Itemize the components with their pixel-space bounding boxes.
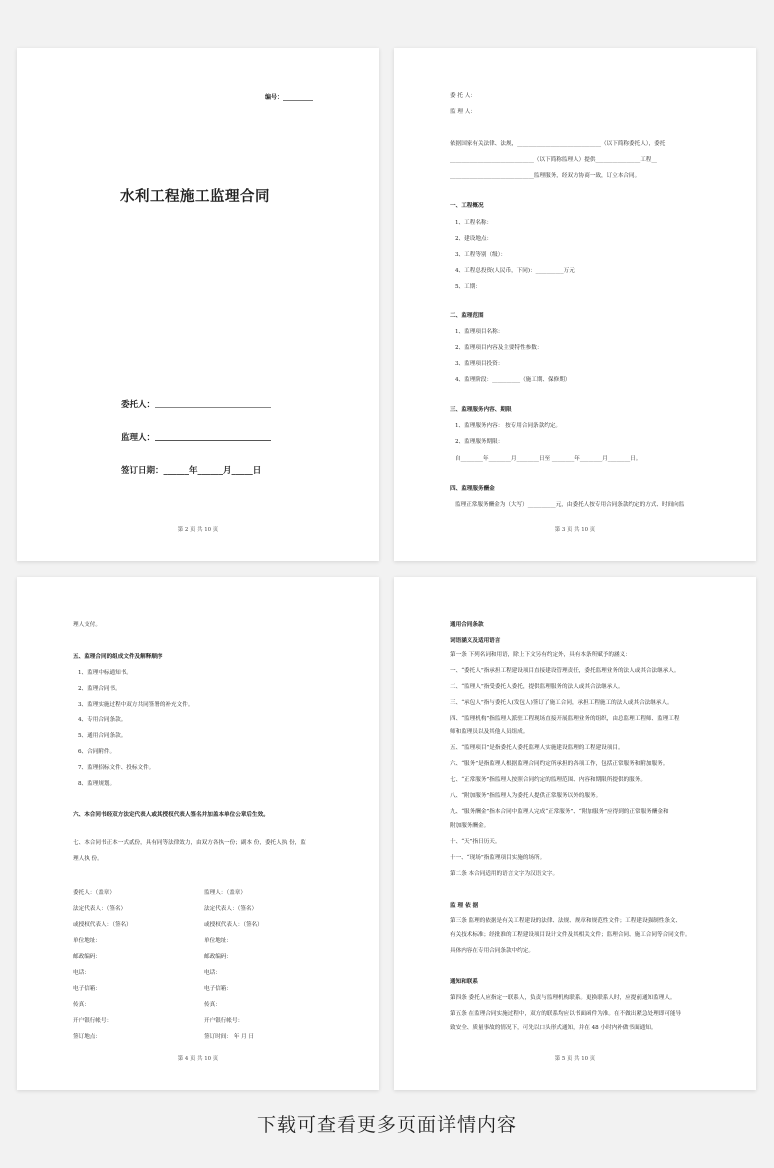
- text-line: 第三条 监理的依据是有关工程建设的法律、法规、规章和规范性文件；工程建设强制性条文、: [450, 918, 682, 924]
- download-more-caption[interactable]: 下载可查看更多页面详情内容: [256, 1114, 517, 1136]
- text-line: 5、通用合同条款。: [78, 733, 127, 739]
- text-line: 词语涵义及适用语言: [450, 638, 501, 644]
- text-line: 1、工程名称：: [455, 220, 493, 226]
- text-line: 2、建设地点：: [455, 236, 493, 242]
- text-line: 三、监理服务内容、期限: [450, 407, 512, 413]
- text-line: 七、本合同书正本一式贰份，具有同等法律效力，由双方各执一份；副本 份，委托人执 份，监: [73, 840, 306, 846]
- text-line: 依据国家有关法律、法规，______________________________（以下简称委托人），委托: [450, 141, 666, 147]
- text-line: 具体内容在专用合同条款中约定。: [450, 948, 534, 954]
- text-line: 2、监理项目内容及主要特性参数：: [455, 345, 543, 351]
- text-line: 五、“监理项目”是指委托人委托监理人实施建设监理的工程建设项目。: [450, 745, 624, 751]
- text-line: 委托人：（盖章）: [73, 890, 115, 896]
- text-line: 监理正常服务酬金为（大写）__________元，由委托人按专用合同条款约定的方式、时间向监: [455, 502, 685, 508]
- text-line: 或授权代表人：（签名）: [204, 922, 263, 928]
- text-line: 法定代表人：（签名）: [73, 906, 127, 912]
- text-line: 三、“承包人”指与委托人(发包人)签订了施工合同，承担工程施工的法人或其合法继承人。: [450, 700, 673, 706]
- sign-date: 签订日期：______年______月_____日: [121, 466, 262, 476]
- text-line: 第一条 下列名词和用语，除上下文另有约定外，具有本条所赋予的涵义：: [450, 652, 631, 658]
- text-line: 通知和联系: [450, 979, 478, 985]
- text-line: 致安全、质量事故的情况下，可先以口头形式通知，并在 48 小时内补做书面通知。: [450, 1025, 657, 1031]
- text-line: 4、专用合同条款。: [78, 717, 127, 723]
- text-line: 一、工程概况: [450, 203, 484, 209]
- text-line: 六、本合同书经双方法定代表人或其授权代表人签名并加盖本单位公章后生效。: [73, 812, 269, 818]
- text-line: 电子信箱：: [73, 986, 101, 992]
- text-line: 开户银行帐号：: [73, 1018, 113, 1024]
- text-line: 第四条 委托人应指定一联系人，负责与监理机构联系。更换联系人时，应提前通知监理人。: [450, 995, 676, 1001]
- text-line: 二、监理范围: [450, 313, 484, 319]
- text-line: 签订地点：: [73, 1034, 101, 1040]
- text-line: 自________年________月________日至 ________年________月________日。: [455, 456, 642, 462]
- text-line: 邮政编码：: [204, 954, 232, 960]
- text-line: 开户银行帐号：: [204, 1018, 244, 1024]
- text-line: 一、“委托人”指承担工程建设项目直接建设管理责任，委托监理业务的法人或其合法继承人。: [450, 668, 680, 674]
- text-line: 委 托 人：: [450, 93, 476, 99]
- text-line: 1、监理服务内容： 按专用合同条款约定。: [455, 423, 562, 429]
- text-line: 十一、“现场”指监理项目实施的场所。: [450, 855, 546, 861]
- document-page-cover: [17, 48, 379, 561]
- text-line: 电子信箱：: [204, 986, 232, 992]
- text-line: 8、监理规划。: [78, 781, 116, 787]
- text-line: 2、监理服务期限：: [455, 439, 504, 445]
- text-line: 四、“监理机构”指监理人派驻工程现场直接开展监理业务的组织，由总监理工程师、监理工程: [450, 716, 680, 722]
- text-line: 四、监理服务酬金: [450, 486, 495, 492]
- text-line: 签订时间： 年 月 日: [204, 1034, 255, 1040]
- text-line: 监 理 人：: [450, 109, 476, 115]
- text-line: 单位地址：: [204, 938, 232, 944]
- document-page-4: [394, 577, 756, 1090]
- text-line: 4、工程总投资(人民币，下同)：__________万元: [455, 268, 575, 274]
- text-line: 1、监理项目名称：: [455, 329, 504, 335]
- text-line: 7、监理招标文件、投标文件。: [78, 765, 155, 771]
- text-line: ______________________________（以下简称监理人）提供________________工程__: [450, 157, 657, 163]
- text-line: 6、合同附件。: [78, 749, 116, 755]
- text-line: 通用合同条款: [450, 622, 484, 628]
- text-line: 3、监理项目投资：: [455, 361, 504, 367]
- text-line: 或授权代表人：（签名）: [73, 922, 132, 928]
- page-footer: 第 3 页 共 10 页: [554, 527, 596, 533]
- text-line: 3、工程等别（级）：: [455, 252, 507, 258]
- text-line: 附加服务酬金。: [450, 823, 490, 829]
- text-line: 法定代表人：（签名）: [204, 906, 258, 912]
- text-line: 单位地址：: [73, 938, 101, 944]
- text-line: 传真：: [73, 1002, 90, 1008]
- text-line: 电话：: [73, 970, 90, 976]
- text-line: 2、监理合同书。: [78, 686, 121, 692]
- document-title: 水利工程施工监理合同: [120, 189, 270, 205]
- text-line: 七、“正常服务”指监理人按照合同约定的监理范围、内容和期限所提供的服务。: [450, 777, 646, 783]
- page-footer: 第 2 页 共 10 页: [177, 527, 219, 533]
- contract-number: 编号：__________: [265, 94, 314, 101]
- text-line: 传真：: [204, 1002, 221, 1008]
- document-page-2: [394, 48, 756, 561]
- text-line: 4、监理阶段：__________（施工期、保修期）: [455, 377, 571, 383]
- text-line: 电话：: [204, 970, 221, 976]
- text-line: 九、“服务酬金”指本合同中监理人完成“正常服务”、“附加服务”应得到的正常服务酬金和: [450, 809, 669, 815]
- text-line: 3、监理实施过程中双方共同签署的补充文件。: [78, 702, 194, 708]
- text-line: 理人执 份。: [73, 856, 103, 862]
- text-line: 师和监理员以及其他人员组成。: [450, 729, 529, 735]
- text-line: 第五条 在监理合同实施过程中，双方的联系均应以书面函件为准。在不做出紧急处理即可能导: [450, 1011, 682, 1017]
- client-signature-line: 委托人：: [121, 398, 271, 410]
- supervisor-signature-line: 监理人：: [121, 431, 271, 443]
- page-footer: 第 5 页 共 10 页: [554, 1056, 596, 1062]
- page-footer: 第 4 页 共 10 页: [177, 1056, 219, 1062]
- text-line: ______________________________监理服务，经双方协商一致，订立本合同。: [450, 173, 641, 179]
- text-line: 第二条 本合同适用的语言文字为汉语文字。: [450, 871, 559, 877]
- text-line: 监理人：（盖章）: [204, 890, 246, 896]
- text-line: 邮政编码：: [73, 954, 101, 960]
- text-line: 二、“监理人”指受委托人委托，提供监理服务的法人或其合法继承人。: [450, 684, 624, 690]
- text-line: 八、“附加服务”指监理人为委托人提供正常服务以外的服务。: [450, 793, 602, 799]
- text-line: 理人支付。: [73, 622, 101, 628]
- text-line: 1、监理中标通知书。: [78, 670, 132, 676]
- text-line: 5、工期：: [455, 284, 481, 290]
- text-line: 有关技术标准；经批准的工程建设项目设计文件及其相关文件；监理合同、施工合同等合同文件。: [450, 932, 691, 938]
- text-line: 五、监理合同的组成文件及解释顺序: [73, 654, 163, 660]
- text-line: 十、“天”指日历天。: [450, 839, 501, 845]
- text-line: 六、“服务”是指监理人根据监理合同约定所承担的各项工作，包括正常服务和附加服务。: [450, 761, 669, 767]
- document-page-3: [17, 577, 379, 1090]
- text-line: 监 理 依 据: [450, 903, 479, 909]
